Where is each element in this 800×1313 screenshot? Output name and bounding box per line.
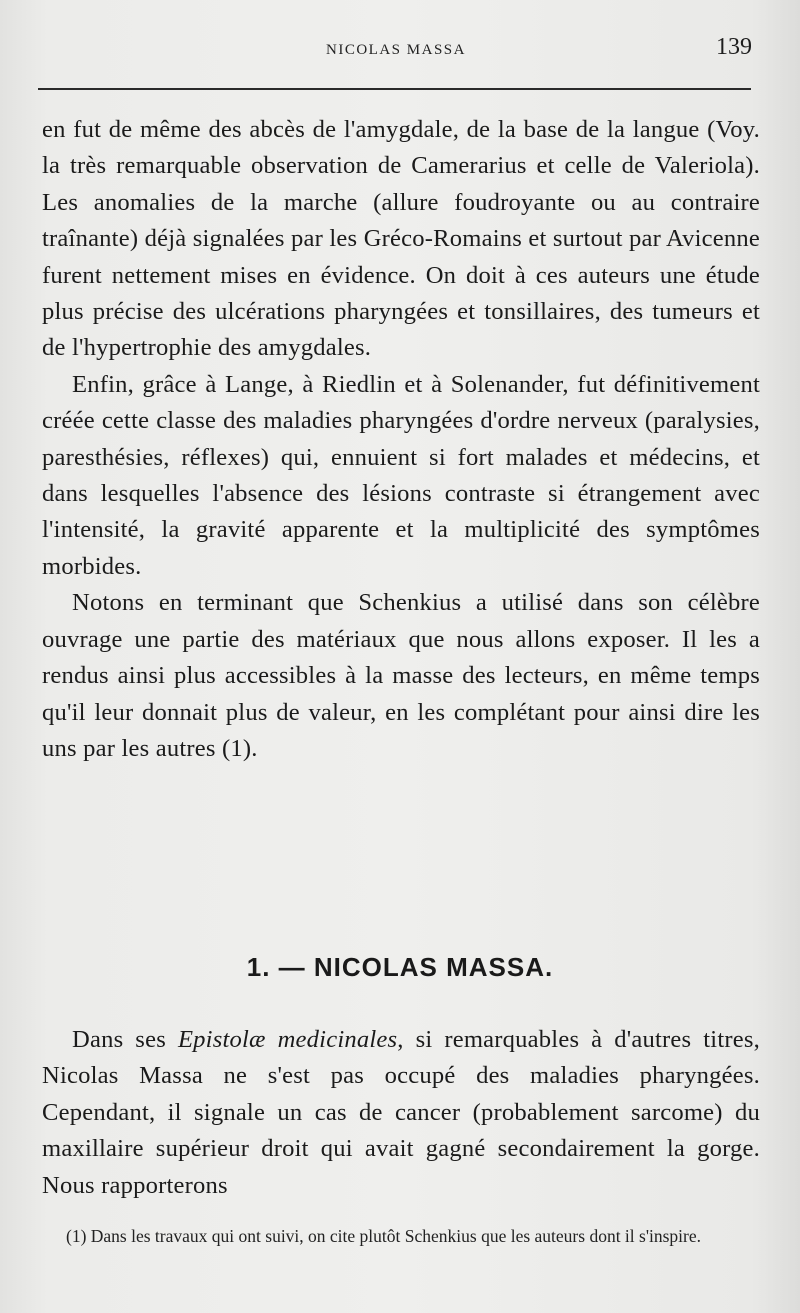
paragraph-continuation: en fut de même des abcès de l'amygdale, de la base de la langue (Voy. la très remarquable observation de Camerarius et celle de Valeriola). Les anomalies de la marche (allure foudroyante ou au contraire traînante) déjà signalées par les Gréco-Romains et surtout par Avicenne furent nettement mises en évidence. On doit à ces auteurs une étude plus précise des ulcérations pharyngées et tonsillaires, des tumeurs et de l'hypertrophie des amygdales.	[42, 116, 760, 362]
body-text	[42, 112, 760, 767]
section-heading: 1. — NICOLAS MASSA.	[246, 952, 554, 982]
section-body: , si remarquables à d'autres titres, Nicolas Massa ne s'est pas occupé des maladies pharyngées. Cependant, il signale un cas de cancer (probablement sarcome) du maxillaire supérieur droit qui avait gagné secondairement la gorge. Nous rapporterons	[42, 1026, 760, 1199]
section-intro: Dans ses	[72, 1026, 178, 1053]
running-header	[40, 34, 752, 68]
footnote: (1) Dans les travaux qui ont suivi, on cite plutôt Schenkius que les auteurs dont il s'inspire.	[66, 1226, 701, 1246]
paragraph-schenkius: Notons en terminant que Schenkius a utilisé dans son célèbre ouvrage une partie des matériaux que nous allons exposer. Il les a rendus ainsi plus accessibles à la masse des lecteurs, en même temps qu'il leur donnait plus de valeur, en les complétant pour ainsi dire les uns par les autres (1).	[42, 589, 760, 762]
page-number: 139	[716, 34, 752, 60]
header-rule	[38, 88, 751, 90]
running-title: NICOLAS MASSA	[326, 42, 466, 58]
paragraph-nervous-disorders: Enfin, grâce à Lange, à Riedlin et à Solenander, fut définitivement créée cette classe des maladies pharyngées d'ordre nerveux (paralysies, paresthésies, réflexes) qui, ennuient si fort malades et médecins, et dans lesquelles l'absence des lésions contraste si étrangement avec l'intensité, la gravité apparente et la multiplicité des symptômes morbides.	[42, 370, 760, 580]
section-paragraph	[42, 1022, 760, 1204]
work-title: Epistolæ medicinales	[177, 1026, 398, 1053]
